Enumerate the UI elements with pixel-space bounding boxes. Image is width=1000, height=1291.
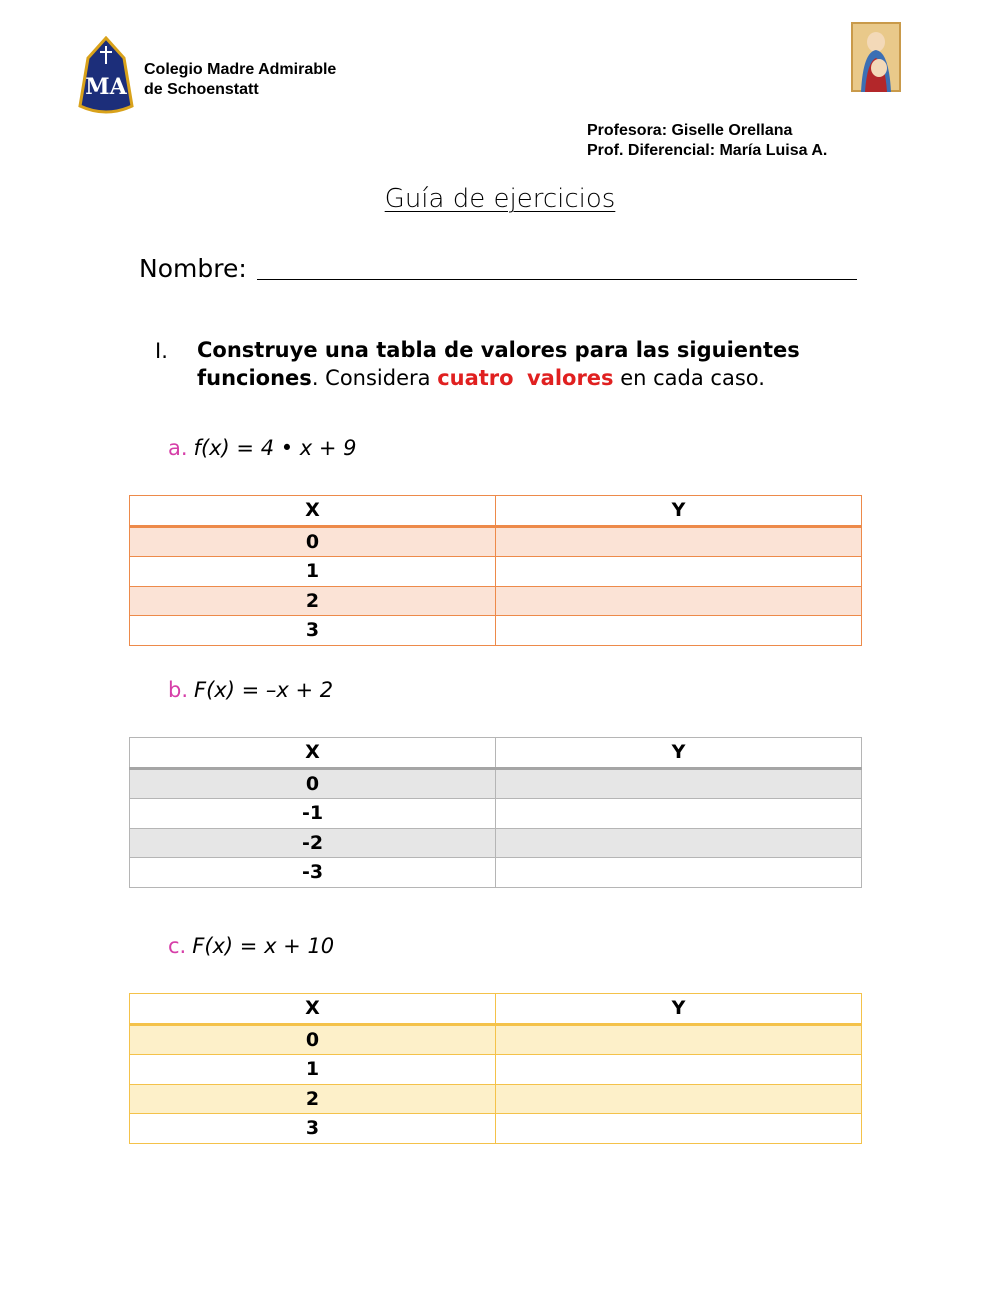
y-value-cell[interactable] — [496, 1114, 862, 1144]
function-text: F(x) = x + 10 — [192, 934, 335, 958]
table-row — [130, 1024, 862, 1055]
instruction-red-1: cuatro — [437, 366, 514, 390]
table-header-row — [130, 496, 862, 527]
school-name — [144, 60, 336, 100]
function-text: f(x) = 4 • x + 9 — [193, 436, 357, 460]
y-header: Y — [496, 994, 862, 1025]
table-row — [130, 799, 862, 829]
y-value-cell[interactable] — [496, 1084, 862, 1114]
differential-teacher-name: Prof. Diferencial: María Luisa A. — [587, 142, 828, 159]
x-value: 0 — [130, 1024, 496, 1055]
y-value-cell[interactable] — [496, 768, 862, 799]
y-header: Y — [496, 496, 862, 527]
page-title — [0, 184, 1000, 214]
exercise-c-function — [168, 934, 334, 958]
instruction-red-2: valores — [526, 366, 614, 390]
exercise-label: c. — [168, 934, 187, 958]
name-label: Nombre: — [139, 254, 247, 283]
x-header: X — [130, 496, 496, 527]
exercise-label: b. — [168, 678, 189, 702]
x-value: -2 — [130, 828, 496, 858]
x-value: 0 — [130, 526, 496, 557]
exercise-label: a. — [168, 436, 188, 460]
svg-text:MA: MA — [85, 74, 127, 100]
instruction-text — [197, 336, 837, 392]
x-value: -3 — [130, 858, 496, 888]
y-value-cell[interactable] — [496, 526, 862, 557]
school-logo-icon — [76, 36, 136, 116]
values-table-b — [129, 737, 862, 888]
table-row — [130, 858, 862, 888]
school-name-line2: de Schoenstatt — [144, 81, 259, 98]
x-value: -1 — [130, 799, 496, 829]
instruction-middle: . Considera — [311, 366, 438, 390]
school-name-line1: Colegio Madre Admirable — [144, 61, 337, 78]
x-value: 1 — [130, 1055, 496, 1085]
name-input-line[interactable] — [257, 279, 857, 280]
values-table-c — [129, 993, 862, 1144]
x-value: 3 — [130, 1114, 496, 1144]
y-value-cell[interactable] — [496, 557, 862, 587]
teacher-name: Profesora: Giselle Orellana — [587, 122, 793, 139]
x-value: 1 — [130, 557, 496, 587]
x-value: 2 — [130, 586, 496, 616]
instruction-bold: Construye una tabla de valores para las siguientes funciones — [197, 338, 800, 390]
teacher-info — [587, 121, 827, 161]
table-row — [130, 828, 862, 858]
table-row — [130, 768, 862, 799]
table-row — [130, 1055, 862, 1085]
table-row — [130, 586, 862, 616]
y-value-cell[interactable] — [496, 799, 862, 829]
exercise-b-function — [168, 678, 333, 702]
x-value: 3 — [130, 616, 496, 646]
instruction-number: I. — [155, 339, 168, 363]
table-row — [130, 557, 862, 587]
y-value-cell[interactable] — [496, 586, 862, 616]
y-header: Y — [496, 738, 862, 769]
x-value: 0 — [130, 768, 496, 799]
values-table-a — [129, 495, 862, 646]
y-value-cell[interactable] — [496, 1055, 862, 1085]
table-row — [130, 1114, 862, 1144]
table-row — [130, 616, 862, 646]
y-value-cell[interactable] — [496, 1024, 862, 1055]
instruction-end: en cada caso. — [613, 366, 765, 390]
x-header: X — [130, 738, 496, 769]
table-header-row — [130, 994, 862, 1025]
function-text: F(x) = –x + 2 — [194, 678, 334, 702]
y-value-cell[interactable] — [496, 858, 862, 888]
x-header: X — [130, 994, 496, 1025]
y-value-cell[interactable] — [496, 616, 862, 646]
y-value-cell[interactable] — [496, 828, 862, 858]
table-header-row — [130, 738, 862, 769]
table-row — [130, 1084, 862, 1114]
page-title-text: Guía de ejercicios — [384, 184, 616, 214]
table-row — [130, 526, 862, 557]
exercise-a-function — [168, 436, 357, 460]
x-value: 2 — [130, 1084, 496, 1114]
madonna-image-icon — [851, 22, 901, 92]
